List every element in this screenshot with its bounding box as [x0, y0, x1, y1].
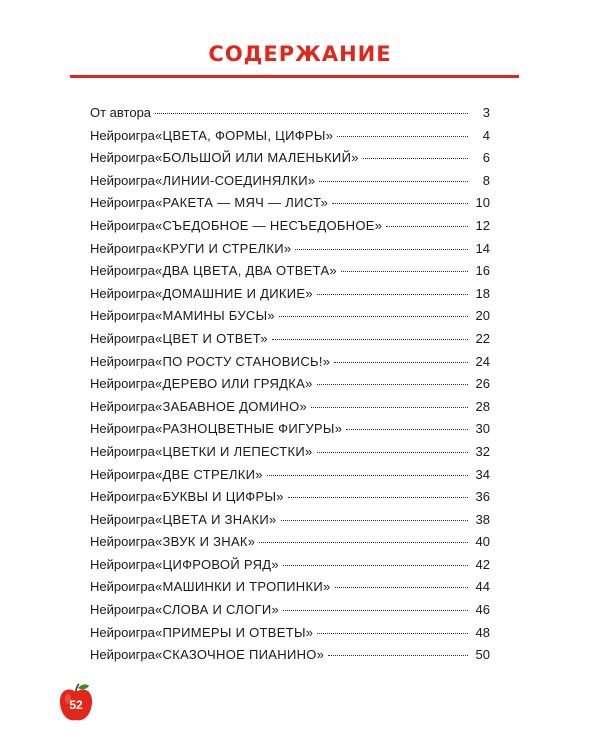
toc-entry-prefix: Нейроигра	[90, 127, 155, 143]
toc-entry-title: «ДОМАШНИЕ И ДИКИЕ»	[155, 285, 313, 301]
toc-entry	[90, 215, 490, 238]
toc-entry-title: «ЗВУК И ЗНАК»	[155, 534, 256, 550]
table-of-contents	[90, 102, 490, 667]
toc-entry-prefix: Нейроигра	[90, 150, 155, 166]
toc-entry-title: «ДЕРЕВО ИЛИ ГРЯДКА»	[155, 376, 313, 392]
toc-entry	[90, 328, 490, 351]
toc-entry-prefix: Нейроигра	[90, 421, 155, 437]
toc-entry	[90, 622, 490, 645]
dot-leader	[155, 113, 468, 114]
toc-entry-prefix: Нейроигра	[90, 647, 155, 663]
dot-leader	[279, 316, 468, 317]
toc-entry-page: 24	[475, 353, 490, 369]
toc-entry	[90, 147, 490, 170]
toc-entry-title: «ЦВЕТ И ОТВЕТ»	[155, 330, 268, 346]
toc-entry-page: 28	[475, 398, 490, 414]
toc-entry-prefix: Нейроигра	[90, 330, 155, 346]
page-title: СОДЕРЖАНИЕ	[208, 42, 392, 66]
toc-entry-title: «СЪЕДОБНОЕ — НЕСЪЕДОБНОЕ»	[155, 217, 383, 233]
toc-entry	[90, 125, 490, 148]
toc-entry-page: 26	[475, 376, 490, 392]
toc-entry	[90, 373, 490, 396]
dot-leader	[283, 610, 468, 611]
dot-leader	[328, 655, 468, 656]
toc-entry-page: 42	[475, 556, 490, 572]
toc-entry-prefix: Нейроигра	[90, 579, 155, 595]
toc-entry	[90, 305, 490, 328]
title-underline	[70, 75, 519, 78]
toc-entry-prefix: Нейроигра	[90, 466, 155, 482]
toc-entry-page: 38	[475, 511, 490, 527]
toc-entry-page: 16	[475, 263, 490, 279]
dot-leader	[334, 362, 468, 363]
toc-entry-title: «ЗАБАВНОЕ ДОМИНО»	[155, 398, 308, 414]
toc-entry-title: «РАКЕТА — МЯЧ — ЛИСТ»	[155, 195, 329, 211]
dot-leader	[341, 271, 468, 272]
dot-leader	[335, 587, 468, 588]
toc-entry-title: «МАМИНЫ БУСЫ»	[155, 308, 275, 324]
toc-entry-title: «ЛИНИИ-СОЕДИНЯЛКИ»	[155, 172, 316, 188]
toc-entry-title: «КРУГИ И СТРЕЛКИ»	[155, 240, 292, 256]
toc-entry-page: 6	[482, 150, 490, 166]
toc-entry-page: 30	[475, 421, 490, 437]
toc-entry-prefix: Нейроигра	[90, 511, 155, 527]
dot-leader	[259, 542, 468, 543]
dot-leader	[283, 565, 468, 566]
toc-entry-prefix: Нейроигра	[90, 217, 155, 233]
toc-entry-page: 4	[482, 127, 490, 143]
toc-entry-page: 48	[475, 624, 490, 640]
toc-entry-title: «РАЗНОЦВЕТНЫЕ ФИГУРЫ»	[155, 421, 343, 437]
toc-entry	[90, 396, 490, 419]
toc-entry-prefix: Нейроигра	[90, 353, 155, 369]
toc-entry-title: «СКАЗОЧНОЕ ПИАНИНО»	[155, 647, 325, 663]
toc-entry-page: 44	[475, 579, 490, 595]
toc-entry-page: 18	[475, 285, 490, 301]
toc-entry-page: 12	[475, 217, 490, 233]
toc-entry	[90, 238, 490, 261]
toc-entry-page: 14	[475, 240, 490, 256]
toc-entry-prefix: Нейроигра	[90, 443, 155, 459]
toc-entry-prefix: Нейроигра	[90, 376, 155, 392]
page-number: 52	[69, 698, 83, 712]
toc-entry	[90, 554, 490, 577]
toc-entry-prefix: Нейроигра	[90, 602, 155, 618]
dot-leader	[288, 497, 468, 498]
dot-leader	[337, 136, 468, 137]
toc-entry-page: 46	[475, 602, 490, 618]
toc-entry-title: «ПРИМЕРЫ И ОТВЕТЫ»	[155, 624, 314, 640]
toc-entry-prefix: Нейроигра	[90, 489, 155, 505]
dot-leader	[386, 226, 468, 227]
toc-entry	[90, 351, 490, 374]
toc-entry-title: «БУКВЫ И ЦИФРЫ»	[155, 489, 284, 505]
toc-entry-prefix: Нейроигра	[90, 285, 155, 301]
toc-entry-title: «ЦВЕТА И ЗНАКИ»	[155, 511, 277, 527]
toc-entry-page: 32	[475, 443, 490, 459]
toc-entry	[90, 192, 490, 215]
toc-entry	[90, 260, 490, 283]
toc-entry	[90, 464, 490, 487]
toc-entry-title: «ДВЕ СТРЕЛКИ»	[155, 466, 263, 482]
dot-leader	[346, 429, 468, 430]
dot-leader	[317, 452, 468, 453]
toc-entry-title: «ЦИФРОВОЙ РЯД»	[155, 556, 279, 572]
toc-entry-page: 40	[475, 534, 490, 550]
toc-entry	[90, 170, 490, 193]
toc-entry-page: 20	[475, 308, 490, 324]
dot-leader	[319, 181, 468, 182]
page-number-badge	[58, 683, 94, 723]
toc-entry-title: От автора	[90, 105, 152, 120]
toc-entry	[90, 644, 490, 667]
toc-entry-prefix: Нейроигра	[90, 240, 155, 256]
toc-entry-prefix: Нейроигра	[90, 556, 155, 572]
toc-entry	[90, 418, 490, 441]
dot-leader	[317, 633, 468, 634]
toc-entry	[90, 509, 490, 532]
toc-entry-page: 36	[475, 489, 490, 505]
toc-entry-title: «МАШИНКИ И ТРОПИНКИ»	[155, 579, 331, 595]
toc-entry-page: 10	[475, 195, 490, 211]
dot-leader	[311, 407, 468, 408]
dot-leader	[363, 158, 468, 159]
toc-entry-prefix: Нейроигра	[90, 195, 155, 211]
dot-leader	[272, 339, 468, 340]
toc-entry-title: «БОЛЬШОЙ ИЛИ МАЛЕНЬКИЙ»	[155, 150, 359, 166]
dot-leader	[267, 475, 468, 476]
toc-entry-prefix: Нейроигра	[90, 172, 155, 188]
toc-entry-page: 22	[475, 330, 490, 346]
toc-entry-prefix: Нейроигра	[90, 263, 155, 279]
toc-entry-prefix: Нейроигра	[90, 398, 155, 414]
toc-entry	[90, 486, 490, 509]
toc-entry-prefix: Нейроигра	[90, 534, 155, 550]
dot-leader	[281, 520, 469, 521]
toc-entry	[90, 531, 490, 554]
toc-entry-title: «ДВА ЦВЕТА, ДВА ОТВЕТА»	[155, 263, 337, 279]
toc-entry-title: «ЦВЕТКИ И ЛЕПЕСТКИ»	[155, 443, 313, 459]
toc-entry-page: 50	[475, 647, 490, 663]
toc-entry-prefix: Нейроигра	[90, 624, 155, 640]
toc-entry	[90, 599, 490, 622]
toc-entry	[90, 102, 490, 125]
toc-entry-page: 34	[475, 466, 490, 482]
toc-entry-page: 8	[482, 172, 490, 188]
dot-leader	[295, 249, 468, 250]
toc-entry-prefix: Нейроигра	[90, 308, 155, 324]
toc-entry-title: «ПО РОСТУ СТАНОВИСЬ!»	[155, 353, 331, 369]
toc-entry	[90, 576, 490, 599]
toc-entry-page: 3	[482, 105, 490, 120]
toc-entry	[90, 441, 490, 464]
toc-entry-title: «СЛОВА И СЛОГИ»	[155, 602, 280, 618]
dot-leader	[332, 203, 468, 204]
toc-entry-title: «ЦВЕТА, ФОРМЫ, ЦИФРЫ»	[155, 127, 334, 143]
toc-entry	[90, 283, 490, 306]
dot-leader	[317, 384, 468, 385]
dot-leader	[317, 294, 468, 295]
